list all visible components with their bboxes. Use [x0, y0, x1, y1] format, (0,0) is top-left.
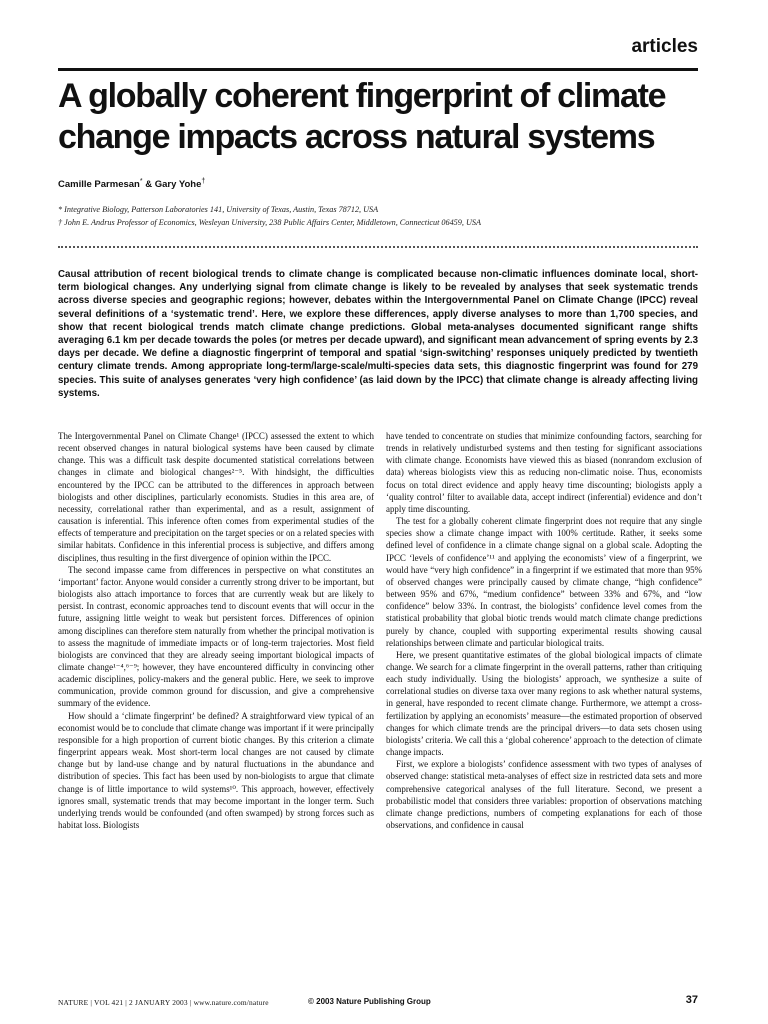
body-paragraph: have tended to concentrate on studies that minimize confounding factors, searching for trends in relatively undisturbed systems and then testing for significant associations with climate change. Economists have viewed this as biased (nonrandom exclusion of data) whereas biologists view this as reducing non-climatic noise. Thus, economists focus on total direct evidence and apply heavy time discounting; biologists apply a ‘quality control’ filter to available data, accept indirect (inferential) evidence and don’t apply time discounting. — [386, 431, 702, 514]
author-separator: & — [142, 179, 155, 191]
body-paragraph: The test for a globally coherent climate fingerprint does not require that any single species show a climate change impact with 100% certitude. Rather, it seeks some defined level of confidence in a climate change signal on a global scale. Adopting the IPCC ‘levels of confidence’¹¹ and applying the economists’ view of a fingerprint, we would have “very high confidence” in a fingerprint if we estimated that more than 95% of observed changes were principally caused by climate change, “high confidence” between 95% and 67%, “medium confidence” between 33% and 67%, and “low confidence” below 33%. In contrast, the biologists’ confidence level comes from the statistical probability that global biotic trends would match climate change predictions purely by chance, coupled with supporting experimental results showing causal relationships between climate and particular biological traits. — [386, 516, 702, 648]
page-number: 37 — [685, 994, 698, 1006]
affiliation: * Integrative Biology, Patterson Laboratories 141, University of Texas, Austin, Texas 78712, USA — [58, 205, 379, 214]
body-paragraph: The Intergovernmental Panel on Climate Change¹ (IPCC) assessed the extent to which recent observed changes in natural biological systems have been caused by climate change. This was a difficult task despite documented statistical correlations between changes in climate and biological changes²⁻⁵. With hindsight, the difficulties encountered by the IPCC can be attributed to the differences in approach between biologists and other disciplines, particularly economists. Studies in this area are, of necessity, correlational rather than experimental, and as a result, assignment of causation is inferential. This inference often comes from experimental studies of the effects of temperature and precipitation on the target species or on a related species with similar habitats. Confidence in this inferential process is subjective, and differs among disciplines, thus resulting in the first divergence of opinion within the IPCC. — [58, 431, 374, 563]
article-title: A globally coherent fingerprint of climate change impacts across natural systems — [58, 77, 666, 156]
author-list — [58, 178, 205, 190]
section-label: articles — [631, 36, 698, 57]
body-paragraph: First, we explore a biologists’ confidence assessment with two types of analyses of observed change: statistical meta-analyses of effect size in restricted data sets and more comprehensive categorical analyses of the full literature. Second, we present a probabilistic model that considers three variables: proportion of observations matching climate change predictions, numbers of competing explanations for each of those observations, and confidence in causal — [386, 759, 702, 830]
author-name: Camille Parmesan — [58, 179, 140, 191]
body-paragraph: How should a ‘climate fingerprint’ be defined? A straightforward view typical of an economist would be to conclude that climate change was important if it were principally responsible for a high proportion of current biotic changes. By this criterion a climate fingerprint appears weak. Most short-term local changes are not caused by climate change but by land-use change and by natural fluctuations in the abundance and distribution of species. This fact has been used by non-biologists to argue that climate change is of little importance to wild systems¹⁰. This approach, however, effectively ignores small, systematic trends that may become important in the longer term. Such underlying trends would be confounded (and often swamped) by strong forces such as habitat loss. Biologists — [58, 710, 374, 830]
header-rule — [58, 68, 698, 71]
abstract: Causal attribution of recent biological trends to climate change is complicated because non-climatic influences dominate local, short-term biological changes. Any underlying signal from climate change is likely to be revealed by analyses that seek systematic trends across diverse species and geographic regions; however, debates within the Intergovernmental Panel on Climate Change (IPCC) reveal several definitions of a ‘systematic trend’. Here, we explore these differences, apply diverse analyses to more than 1,700 species, and show that recent biological trends match climate change predictions. Global meta-analyses documented significant range shifts averaging 6.1 km per decade towards the poles (or metres per decade upward), and significant mean advancement of spring events by 2.3 days per decade. We define a diagnostic fingerprint of temporal and spatial ‘sign-switching’ responses uniquely predicted by twentieth century climate trends. Among appropriate long-term/large-scale/multi-species data sets, this diagnostic fingerprint was found for 279 species. This suite of analyses generates ‘very high confidence’ (as laid down by the IPCC) that climate change is already affecting living systems. — [58, 269, 698, 399]
journal-info: NATURE | VOL 421 | 2 JANUARY 2003 | www.nature.com/nature — [58, 998, 269, 1007]
body-paragraph: The second impasse came from differences in perspective on what constitutes an ‘important’ factor. Anyone would consider a currently strong driver to be important, but biologists also attach importance to forces that are currently weak but are likely to persist. In contrast, economic approaches tend to discount events that will occur in the future, assigning little weight to weak but persistent forces. Differences of opinion among disciplines can therefore stem naturally from whether the principal motivation is to assess the magnitude of immediate impacts or of long-term trajectories. Most field biologists are convinced that they are already seeing important biological impacts of climate change¹⁻⁴,⁶⁻⁹; however, they have encountered difficulty in convincing other academic disciplines, policy-makers and the general public. Here, we seek to improve communication, provide common ground for discussion, and give a comprehensive summary of the evidence. — [58, 564, 374, 709]
body-column-right — [386, 430, 702, 831]
page-footer — [58, 996, 698, 1010]
copyright-notice: © 2003 Nature Publishing Group — [308, 997, 431, 1006]
dotted-divider — [58, 246, 698, 248]
body-paragraph: Here, we present quantitative estimates of the global biological impacts of climate change. We search for a climate fingerprint in the overall patterns, rather than critiquing each study individually. Using the biologists’ approach, we synthesize a suite of correlational studies on diverse taxa over many regions to ask whether natural systems, in general, have responded to recent climate change. Furthermore, we attempt a cross-fertilization by applying an economists’ measure—the estimated proportion of observed changes for which climate trends are the principal drivers—to data sets chosen using biologists’ criteria. We call this a ‘global coherence’ approach to the detection of climate change impacts. — [386, 649, 702, 758]
body-column-left — [58, 430, 374, 831]
author-mark: † — [201, 178, 206, 185]
author-name: Gary Yohe — [154, 179, 202, 191]
affiliation: † John E. Andrus Professor of Economics, Wesleyan University, 238 Public Affairs Center, Middletown, Connecticut 06459, USA — [58, 218, 481, 227]
author-mark: * — [139, 178, 143, 185]
